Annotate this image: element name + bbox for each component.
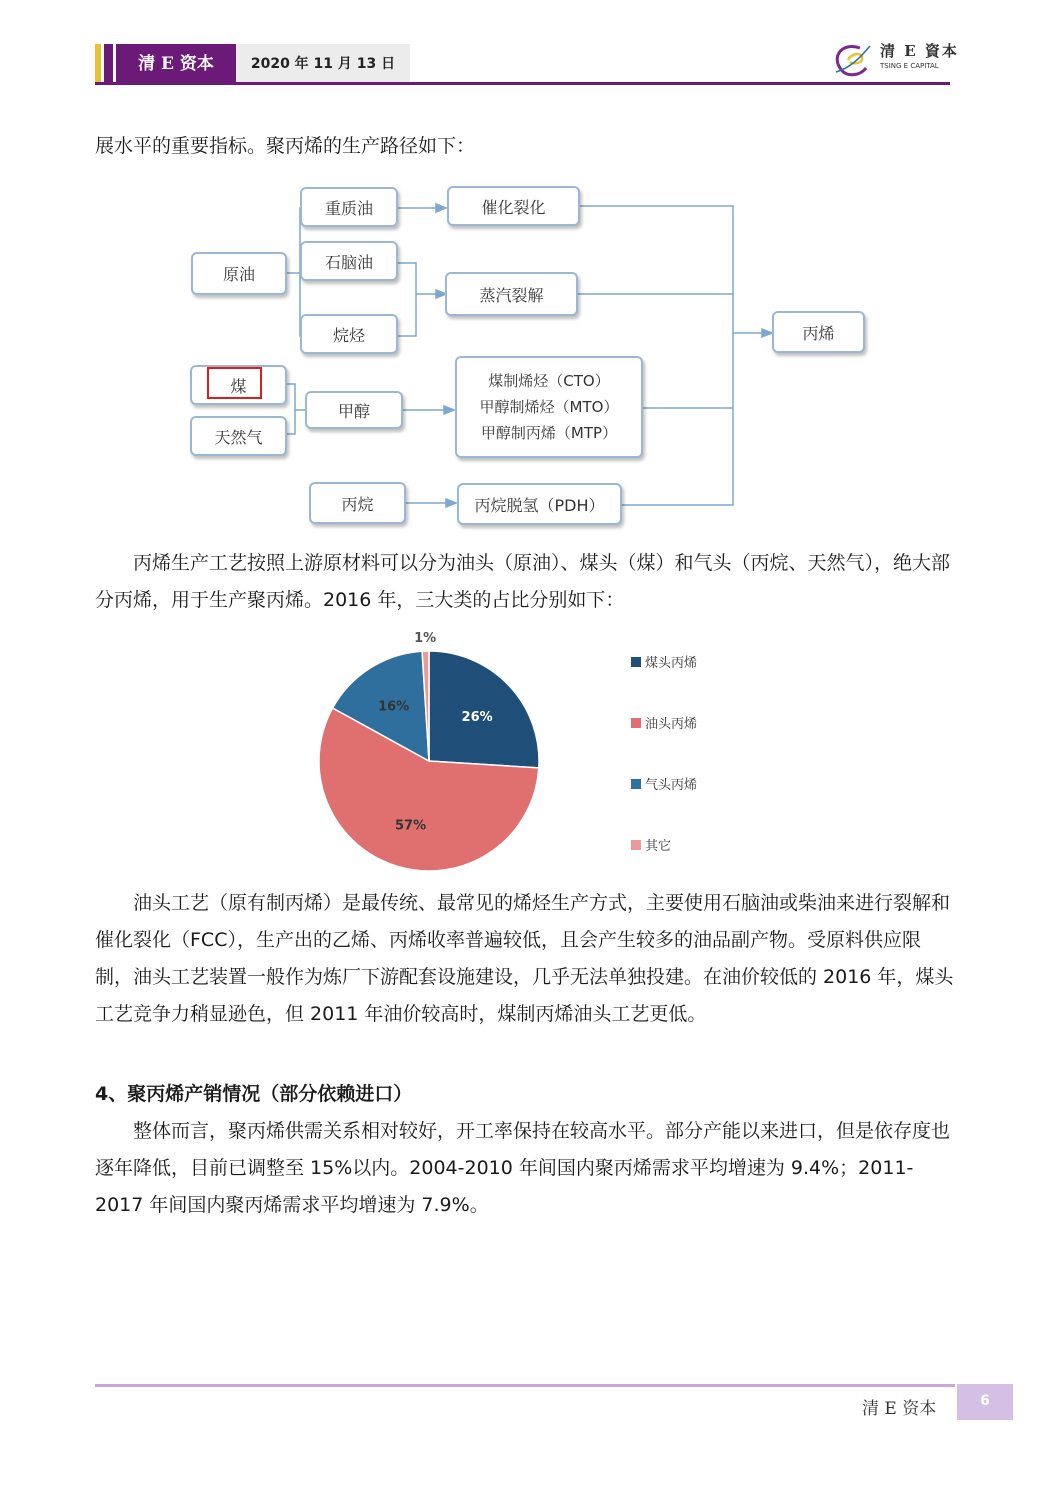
logo-chinese-text: 清 E 資本: [880, 42, 959, 60]
pie-chart: [300, 630, 760, 880]
legend-label-0: 煤头丙烯: [645, 656, 698, 671]
header-date: 2020 年 11 月 13 日: [236, 44, 410, 84]
flow-node-natural-gas: 天然气: [190, 416, 287, 456]
footer-brand: 清 E 资本: [862, 1399, 937, 1419]
pie-label-0: 26%: [461, 709, 493, 725]
flow-item-cto: 煤制烯烃（CTO）: [488, 372, 610, 390]
flow-node-crude: 原油: [191, 252, 287, 295]
flow-item-mto: 甲醇制烯烃（MTO）: [479, 398, 619, 416]
pie-label-1: 57%: [395, 818, 427, 834]
flow-item-mtp: 甲醇制丙烯（MTP）: [480, 424, 618, 442]
intro-line: 展水平的重要指标。聚丙烯的生产路径如下：: [95, 135, 476, 157]
legend-label-1: 油头丙烯: [645, 717, 698, 732]
flow-node-propane: 丙烷: [309, 482, 406, 524]
legend-label-2: 气头丙烯: [645, 778, 698, 793]
pie-label-2: 16%: [378, 699, 410, 715]
paragraph-supply-demand: 整体而言，聚丙烯供需关系相对较好，开工率保持在较高水平。部分产能以来进口，但是依存度也逐年降低，目前已调整至 15%以内。2004-2010 年间国内聚丙烯需求平均增速为 9.4%；2011-2017 年间国内聚丙烯需求平均增速为 7.9%。: [95, 1120, 951, 1216]
flow-node-naphtha: 石脑油: [300, 241, 398, 281]
legend-swatch-2: [631, 779, 641, 789]
paragraph-feedstock: 丙烯生产工艺按照上游原材料可以分为油头（原油）、煤头（煤）和气头（丙烷、天然气），绝大部分丙烯，用于生产聚丙烯。2016 年，三大类的占比分别如下：: [95, 552, 951, 611]
flow-node-propylene: 丙烯: [772, 311, 865, 353]
flow-node-heavy-oil: 重质油: [300, 187, 398, 227]
pie-label-3: 1%: [414, 631, 437, 647]
flow-node-pdh: 丙烷脱氢（PDH）: [457, 483, 622, 525]
coal-highlight-box: [207, 367, 262, 399]
flow-node-methanol: 甲醇: [305, 391, 403, 429]
header-brand: 清 E 资本: [116, 44, 236, 84]
page-number: 6: [957, 1384, 1013, 1420]
legend-swatch-3: [631, 840, 641, 850]
flow-node-steam-cracking: 蒸汽裂解: [445, 272, 578, 316]
logo-english-text: TSING E CAPITAL: [880, 62, 939, 70]
legend-label-3: 其它: [645, 839, 672, 854]
flow-node-olefin-processes: [455, 356, 643, 458]
legend-swatch-1: [631, 718, 641, 728]
legend-swatch-0: [631, 657, 641, 667]
flow-node-catalytic-cracking: 催化裂化: [447, 186, 580, 226]
section-title: 4、聚丙烯产销情况（部分依赖进口）: [95, 1083, 413, 1105]
footer-divider: [95, 1384, 955, 1387]
paragraph-oil-process: 油头工艺（原有制丙烯）是最传统、最常见的烯烃生产方式，主要使用石脑油或柴油来进行裂解和催化裂化（FCC），生产出的乙烯、丙烯收率普遍较低，且会产生较多的油品副产物。受原料供应限制，油头工艺装置一般作为炼厂下游配套设施建设，几乎无法单独投建。在油价较低的 2016 年，煤头工艺竞争力稍显逊色，但 2011 年油价较高时，煤制丙烯油头工艺更低。: [95, 892, 954, 1025]
flow-node-coal: 煤: [190, 365, 287, 405]
flow-node-alkane: 烷烃: [300, 314, 398, 354]
